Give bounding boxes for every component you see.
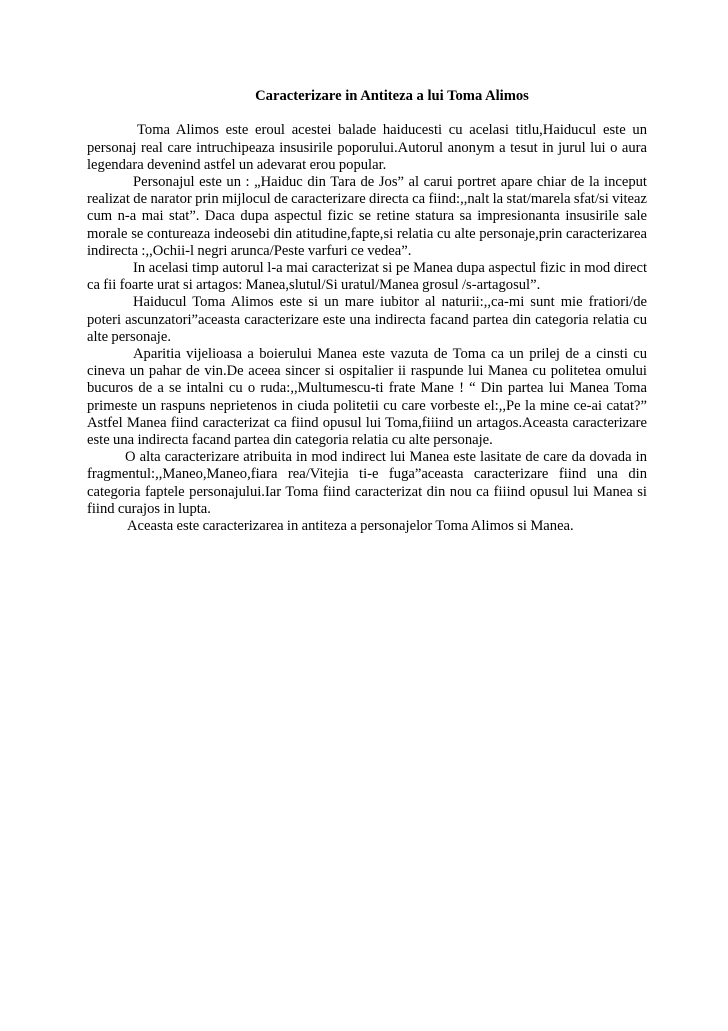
- paragraph-manea-description: In acelasi timp autorul l-a mai caracterizat si pe Manea dupa aspectul fizic in mod direct ca fii foarte urat si artagos: Manea,slutul/Si uratul/Manea grosul /s-artagosul”.: [87, 260, 647, 294]
- paragraph-intro: Toma Alimos este eroul acestei balade haiducesti cu acelasi titlu,Haiducul este un personaj real care intruchipeaza insusirile poporului.Autorul anonym a tesut in jurul lui o aura legendara devenind astfel un adevarat erou popular.: [87, 122, 647, 173]
- paragraph-portrait: Personajul este un : „Haiduc din Tara de Jos” al carui portret apare chiar de la inceput realizat de narator prin mijlocul de caracterizare directa ca fiind:,,nalt la stat/marela sfat/si viteaz cum n-a mai stat”. Daca dupa aspectul fizic se retine statura sa impresionanta insusirile sale morale se contureaza indeosebi din atitudine,fapte,si relatia cu alte personaje,prin caracterizarea indirecta :,,Ochii-l negri arunca/Peste varfuri ce vedea”.: [87, 174, 647, 259]
- paragraph-encounter: Aparitia vijelioasa a boierului Manea este vazuta de Toma ca un prilej de a cinsti cu cineva un pahar de vin.De aceea sincer si ospitalier ii raspunde lui Manea cu politetea omului bucuros de a se intalni cu o ruda:,,Multumescu-ti frate Mane ! “ Din partea lui Manea Toma primeste un raspuns neprietenos in ciuda politetii cu care vorbeste el:,,Pe la mine ce-ai catat?” Astfel Manea fiind caracterizat ca fiind opusul lui Toma,fiiind un artagos.Aceasta caracterizare este una indirecta facand partea din categoria relatia cu alte personaje.: [87, 346, 647, 449]
- paragraph-conclusion: Aceasta este caracterizarea in antiteza a personajelor Toma Alimos si Manea.: [127, 518, 574, 535]
- paragraph-nature: Haiducul Toma Alimos este si un mare iubitor al naturii:,,ca-mi sunt mie fratiori/de poteri ascunzatori”aceasta caracterizare este una indirecta facand partea din categoria relatia cu alte personaje.: [87, 294, 647, 345]
- paragraph-cowardice: O alta caracterizare atribuita in mod indirect lui Manea este lasitate de care da dovada in fragmentul:,,Maneo,Maneo,fiara rea/Vitejia ti-e fuga”aceasta caracterizare fiind una din categoria faptele personajului.Iar Toma fiind caracterizat din nou ca fiiind opusul lui Manea si fiind curajos in lupta.: [87, 449, 647, 517]
- document-title: Caracterizare in Antiteza a lui Toma Alimos: [255, 88, 529, 104]
- document-body: [87, 88, 647, 535]
